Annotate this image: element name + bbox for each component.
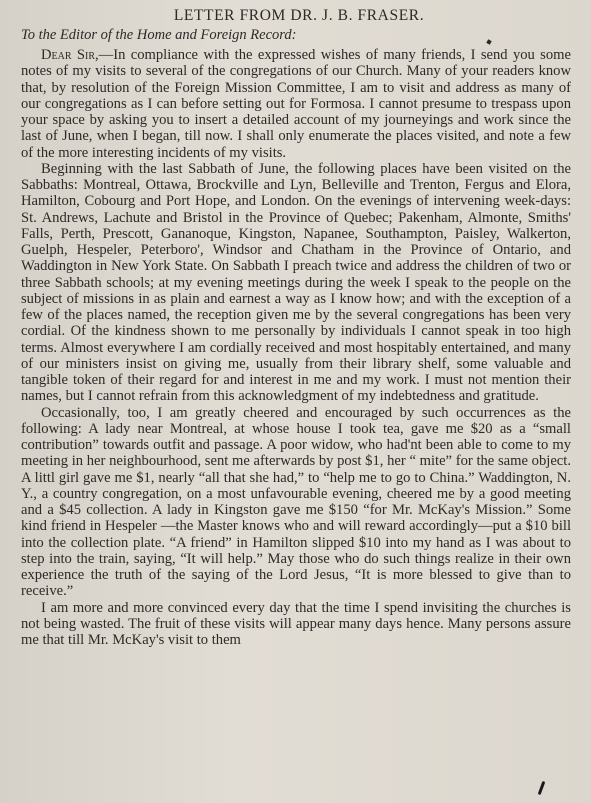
paragraph-1 <box>21 47 571 161</box>
pen-mark <box>538 781 546 795</box>
paragraph-1-text: —In compliance with the expressed wishes of many friends, I send you some notes of my visits to several of the congregations of our Church. Many of your readers know that, by resolution of the Foreign Mission Committee, I am to visit and address as many of our congregations as I can before setting out for Formosa. I cannot presume to trespass upon your space by asking you to insert a detailed account of my journeyings and work since the last of June, when I began, till now. I shall only enumerate the places visited, and note a few of the more interesting incidents of my visits. <box>21 47 571 161</box>
paragraph-2: Beginning with the last Sabbath of June, the following places have been visited on the Sabbaths: Montreal, Ottawa, Brockville and Lyn, Belleville and Trenton, Fergus and Elora, Hamilton, Cobourg and Port Hope, and London. On the evenings of intervening week-days: St. Andrews, Lachute and Bristol in the Province of Quebec; Pakenham, Almonte, Smiths' Falls, Perth, Prescott, Gananoque, Kingston, Napanee, Southampton, Paisley, Walkerton, Guelph, Hespeler, Peterboro', Windsor and Chatham in the Province of Ontario, and Waddington in New York State. On Sabbath I preach twice and address the children of two or three Sabbath schools; at my evening meetings during the week I speak to the people on the subject of missions in as plain and earnest a way as I know how; and with the exception of a few of the places named, the reception given me by the several congregations has been very cordial. Of the kindness shown to me personally by individuals I cannot speak in too high terms. Almost everywhere I am cordially received and most hospitably entertained, and many of our ministers insist on giving me, usually from their library shelf, some valuable and tangible token of their regard for and interest in me and my work. I must not mention their names, but I cannot refrain from this acknowledgment of my indebtedness and gratitude. <box>21 160 571 405</box>
addressee-line: To the Editor of the Home and Foreign Record: <box>21 27 297 43</box>
salutation: Dear Sir, <box>41 47 99 63</box>
letter-title: LETTER FROM DR. J. B. FRASER. <box>173 7 425 24</box>
paragraph-3: Occasionally, too, I am greatly cheered and encouraged by such occurrences as the following: A lady near Montreal, at whose house I took tea, gave me $20 as a “small contribution” towards outfit and passage. A poor widow, who had'nt been able to come to my meeting in her neighbourhood, sent me afterwards by post $1, her “ mite” for the same object. A littl girl gave me $1, nearly “all that she had,” to “help me to go to China.” Waddington, N. Y., a country congregation, on a most unfavourable evening, cheered me by a good meeting and a $45 collection. A lady in Kingston gave me $150 “for Mr. McKay's Mission.” Some kind friend in Hespeler —the Master knows who and will reward accordingly—put a $10 bill into the collection plate. “A friend” in Hamilton slipped $10 into my hand as I was about to step into the train, saying, “It will help.” May those who do such things realize in their own experience the truth of the saying of the Lord Jesus, “It is more blessed to give than to receive.” <box>21 404 571 600</box>
paragraph-4: I am more and more convinced every day that the time I spend invisiting the churches is not being wasted. The fruit of these visits will appear many days hence. Many persons assure me that till Mr. McKay's visit to them <box>21 599 571 648</box>
